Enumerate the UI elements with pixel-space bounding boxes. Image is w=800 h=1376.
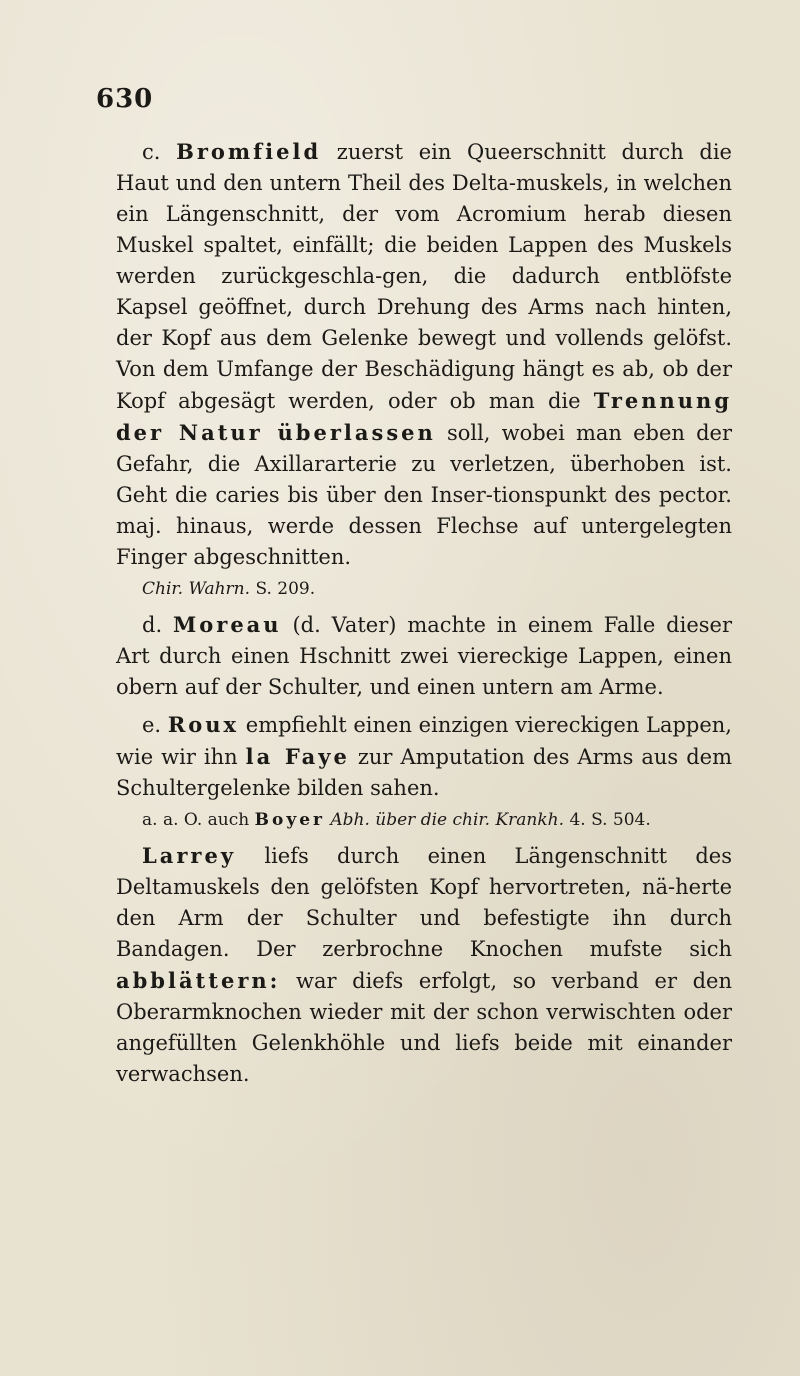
paragraph-e-text-1: empfiehlt einen einzigen viereckigen Lappen, wie wir ihn xyxy=(116,713,732,769)
reference-c-title: Chir. Wahrn. xyxy=(142,579,251,599)
emphasis-abblaettern: abblättern: xyxy=(116,968,281,993)
body-text xyxy=(116,136,732,1090)
item-label-d: d. xyxy=(142,613,163,637)
page-number: 630 xyxy=(96,84,154,114)
reference-e-title: Abh. über die chir. Krankh. xyxy=(330,810,565,830)
author-bromfield: Bromfield xyxy=(176,139,322,164)
paragraph-d xyxy=(116,609,732,703)
author-roux: Roux xyxy=(167,712,240,737)
item-label-e: e. xyxy=(142,713,162,737)
paragraph-f-text-1: liefs durch einen Längenschnitt des Deltamuskels den gelöfsten Kopf hervortreten, nä-herte den Arm der Schulter und befestigte ihn durch Bandagen. Der zerbrochne Knochen mufste sich xyxy=(116,844,732,961)
author-la-faye: la Faye xyxy=(245,744,350,769)
author-boyer: Boyer xyxy=(254,810,325,830)
author-moreau: Moreau xyxy=(173,612,282,637)
reference-e-prefix: a. a. O. auch xyxy=(142,810,250,830)
emphasis-trennung: Trennung der Natur überlassen xyxy=(116,388,732,445)
author-larrey: Larrey xyxy=(142,843,237,868)
paragraph-c-text-2: soll, wobei man eben der Gefahr, die Axillararterie zu verletzen, überhoben ist. Geht die caries bis über den Inser-tionspunkt des pector. maj. hinaus, werde dessen Flechse auf untergelegten Finger abgeschnitten. xyxy=(116,421,732,569)
paragraph-f xyxy=(116,840,732,1090)
reference-e xyxy=(116,806,732,834)
item-label-c: c. xyxy=(142,140,161,164)
paragraph-f-text-2: war diefs erfolgt, so verband er den Oberarmknochen wieder mit der schon verwischten oder angefüllten Gelenkhöhle und liefs beide mit einander verwachsen. xyxy=(116,969,732,1086)
reference-c xyxy=(116,575,732,603)
paragraph-d-text: (d. Vater) machte in einem Falle dieser Art durch einen Hschnitt zwei viereckige Lappen, einen obern auf der Schulter, und einen untern am Arme. xyxy=(116,613,732,699)
reference-c-page: S. 209. xyxy=(255,579,316,599)
paragraph-c-text-1: zuerst ein Queerschnitt durch die Haut und den untern Theil des Delta-muskels, in welchen ein Längenschnitt, der vom Acromium herab diesen Muskel spaltet, einfällt; die beiden Lappen des Muskels werden zurückgeschla-gen, die dadurch entblöfste Kapsel geöffnet, durch Drehung des Arms nach hinten, der Kopf aus dem Gelenke bewegt und vollends gelöfst. Von dem Umfange der Beschädigung hängt es ab, ob der Kopf abgesägt werden, oder ob man die xyxy=(116,140,732,413)
paragraph-e-text-2: zur Amputation des Arms aus dem Schultergelenke bilden sahen. xyxy=(116,745,732,800)
paragraph-c xyxy=(116,136,732,573)
paragraph-e xyxy=(116,709,732,804)
reference-e-page: 4. S. 504. xyxy=(569,810,651,830)
